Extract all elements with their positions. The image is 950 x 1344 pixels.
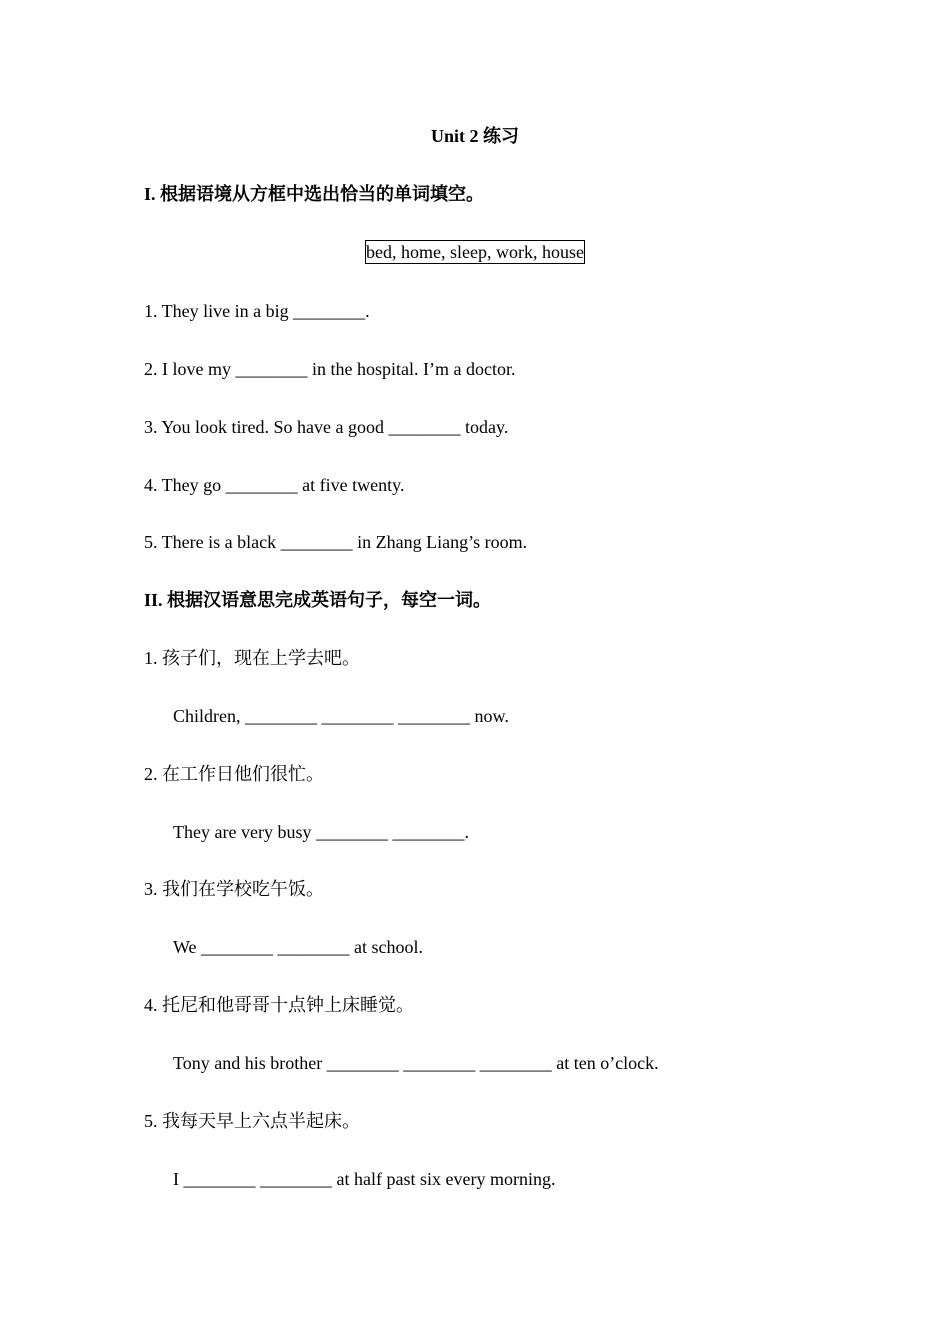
section-2-heading [144,588,491,612]
section-2-item-chinese: 1. 孩子们，现在上学去吧。 [144,648,360,668]
section-1-item: 5. There is a black ________ in Zhang Liang’s room. [144,532,528,552]
section-2-item-english: They are very busy ________ ________. [173,822,469,842]
section-1-item: 3. You look tired. So have a good ________ today. [144,417,509,437]
section-1-item: 4. They go ________ at five twenty. [144,475,405,495]
section-2-item-chinese: 5. 我每天早上六点半起床。 [144,1111,360,1131]
section-2-item-chinese: 2. 在工作日他们很忙。 [144,764,324,784]
section-2-item-english: Tony and his brother ________ ________ ________ at ten o’clock. [173,1053,659,1073]
section-2-item-chinese: 4. 托尼和他哥哥十点钟上床睡觉。 [144,995,414,1015]
section-2-instruction: . 根据汉语意思完成英语句子，每空一词。 [158,590,492,610]
section-1-number: I [144,184,152,204]
section-1-item: 1. They live in a big ________. [144,301,370,321]
section-2-item-english: I ________ ________ at half past six every morning. [173,1169,556,1189]
section-2-item-chinese: 3. 我们在学校吃午饭。 [144,879,324,899]
section-1-heading [144,182,484,206]
word-box: bed, home, sleep, work, house [366,242,584,262]
word-box-container [0,240,950,264]
section-2-item-english: Children, ________ ________ ________ now. [173,706,509,726]
section-2-number: II [144,590,159,610]
section-1-item: 2. I love my ________ in the hospital. I’m a doctor. [144,359,516,379]
section-2-item-english: We ________ ________ at school. [173,937,424,957]
page-title: Unit 2 练习 [430,126,519,146]
section-1-instruction: . 根据语境从方框中选出恰当的单词填空。 [151,184,485,204]
